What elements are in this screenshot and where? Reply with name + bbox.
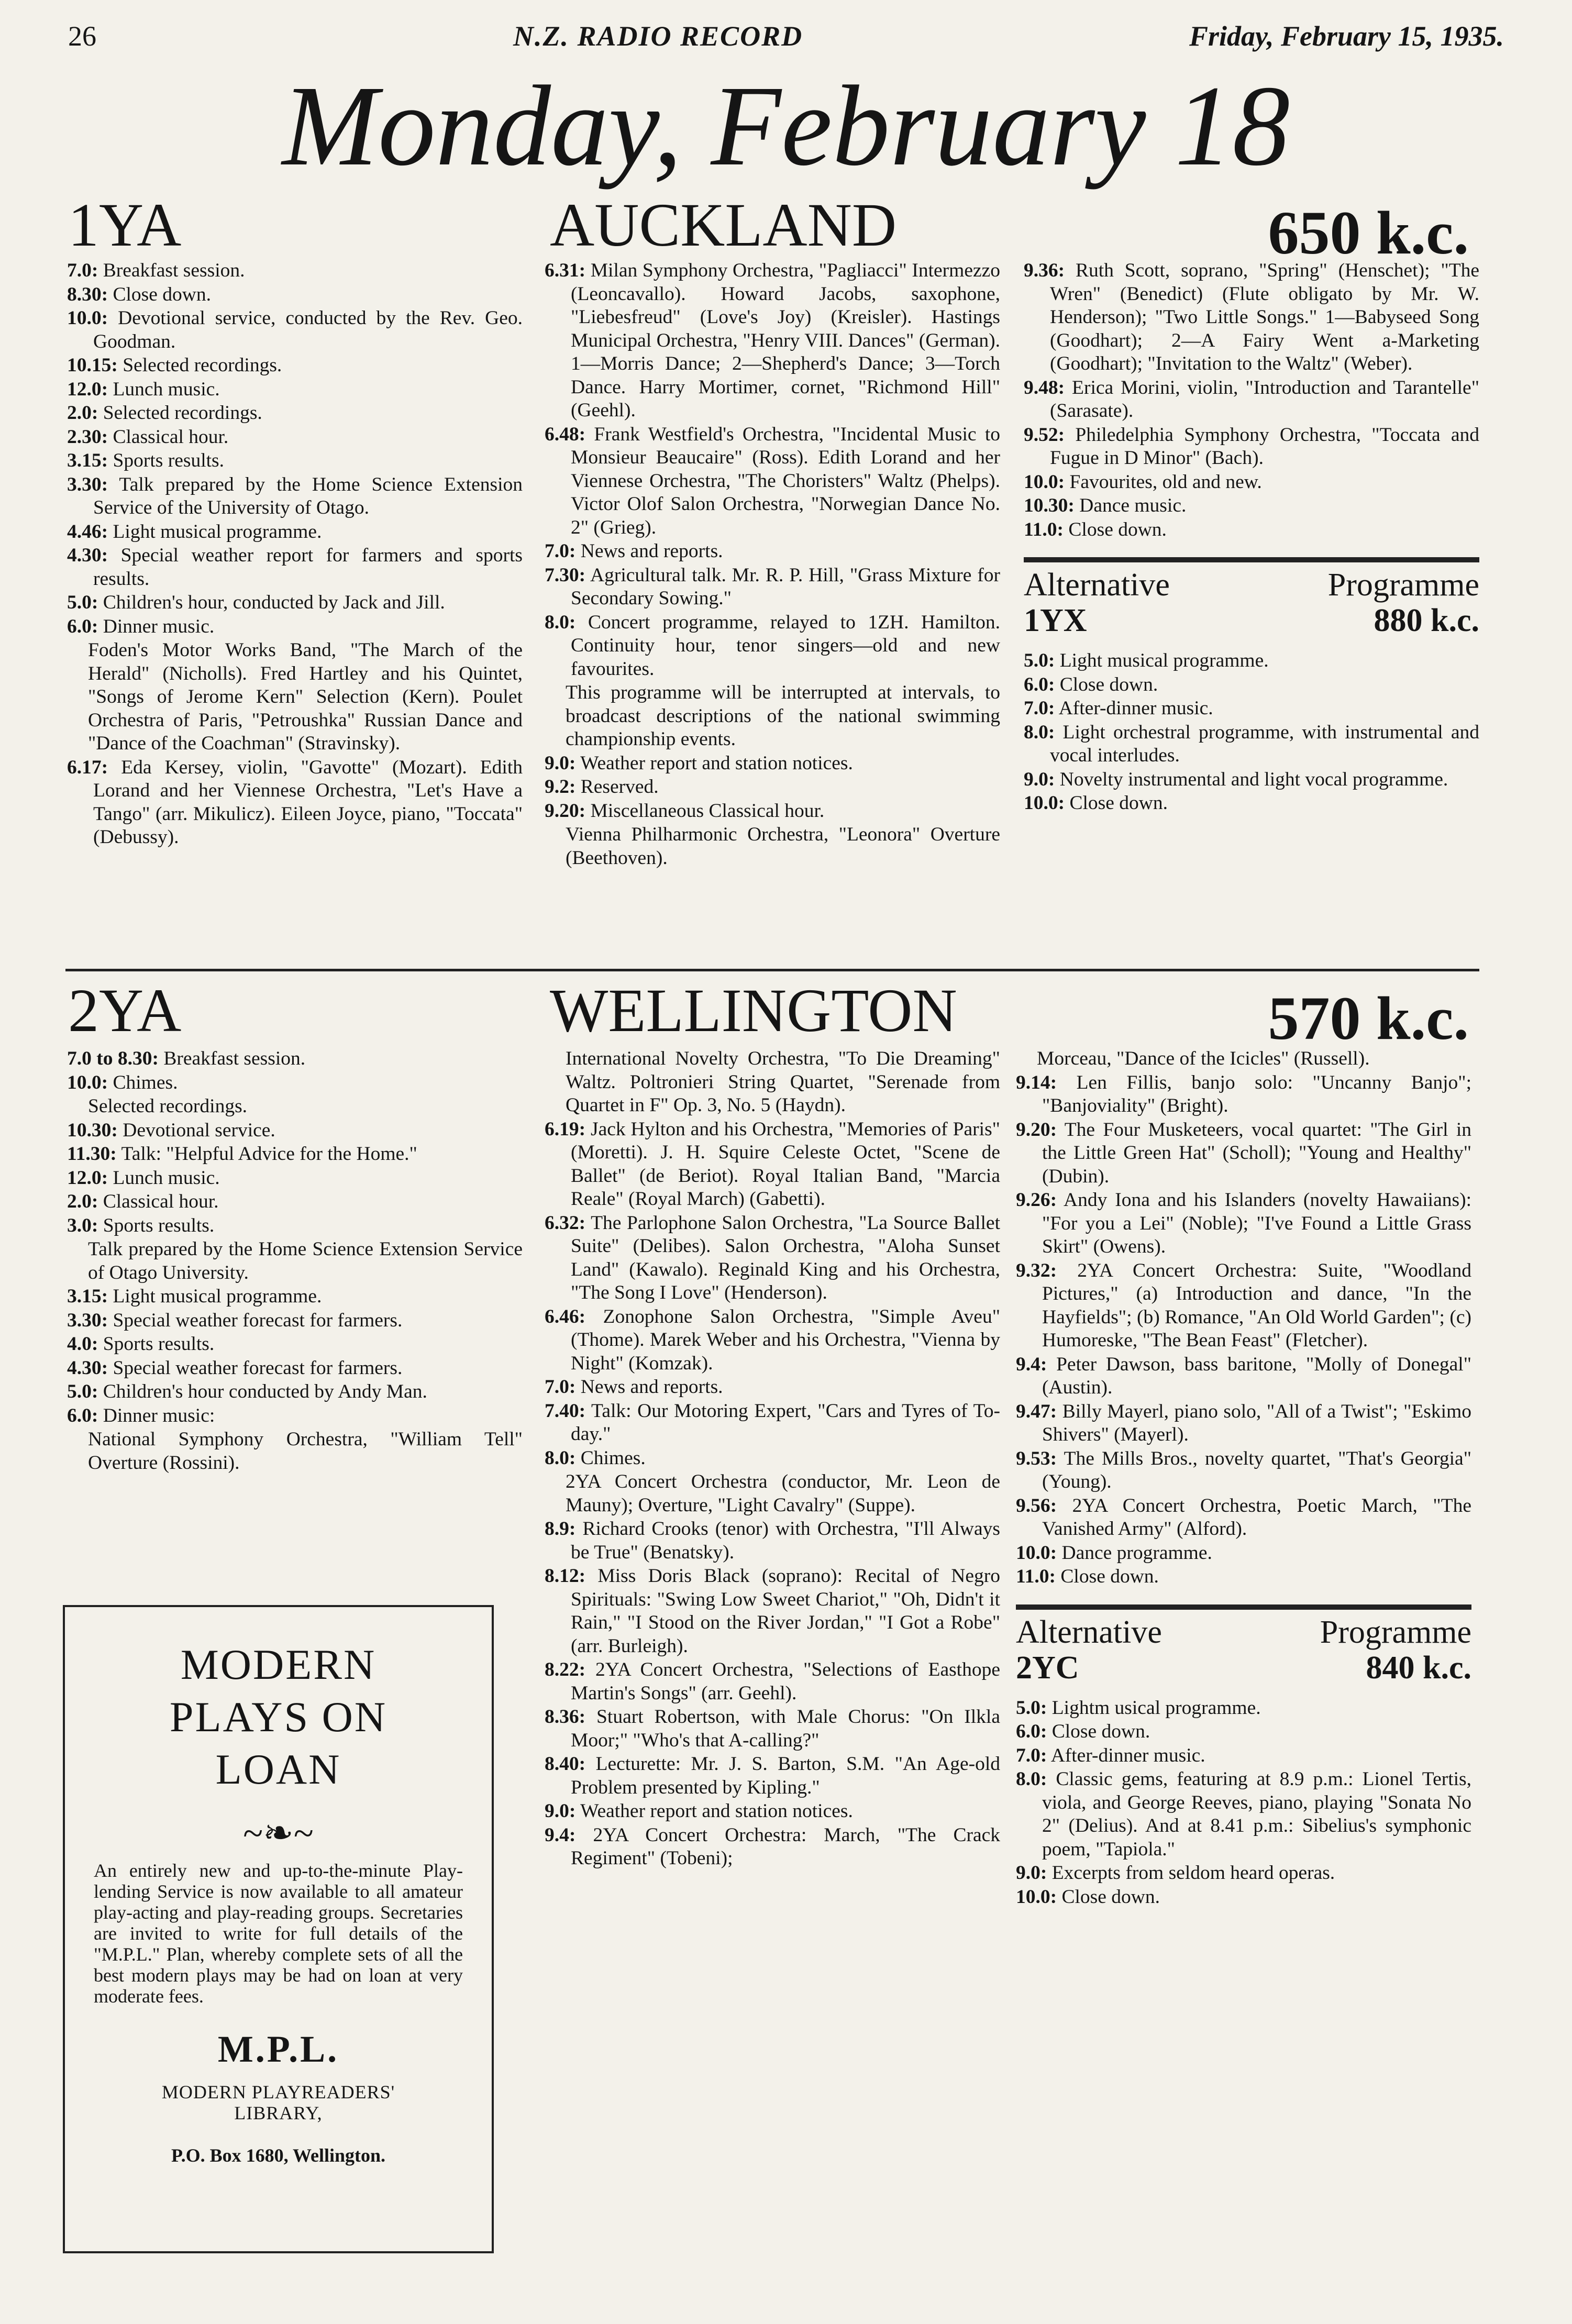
programme-time: 4.46: bbox=[67, 521, 108, 543]
programme-text: Breakfast session. bbox=[103, 260, 245, 281]
programme-time: 12.0: bbox=[67, 378, 108, 400]
programme-entry bbox=[67, 1357, 523, 1380]
programme-text: Dance music. bbox=[1079, 495, 1187, 516]
programme-text: Weather report and station notices. bbox=[580, 1800, 853, 1822]
programme-time: 5.0: bbox=[67, 592, 98, 613]
programme-text: Lightm usical programme. bbox=[1051, 1697, 1261, 1719]
programme-entry bbox=[545, 1212, 1000, 1305]
programme-entry bbox=[67, 449, 523, 473]
programme-text: Vienna Philharmonic Orchestra, "Leonora" Overture (Beethoven). bbox=[566, 824, 1000, 869]
programme-text: Close down. bbox=[1069, 792, 1168, 814]
programme-text: Special weather forecast for farmers. bbox=[113, 1309, 403, 1331]
programme-text: Len Fillis, banjo solo: "Uncanny Banjo"; "Banjoviality" (Bright). bbox=[1042, 1071, 1472, 1116]
ad-address: P.O. Box 1680, Wellington. bbox=[171, 2145, 386, 2166]
programme-time: 4.30: bbox=[67, 545, 108, 566]
station1-column-1 bbox=[67, 259, 523, 850]
programme-time: 10.0: bbox=[67, 307, 108, 329]
programme-entry bbox=[67, 283, 523, 307]
ad-body: An entirely new and up-to-the-minute Play-lending Service is now available to all amateur play-acting and play-reading groups. Secretaries are invited to write for full details of the "M.P.L." Plan, whereby complete sets of all the best modern plays may be had on loan at very moderate fees. bbox=[94, 1860, 463, 2007]
ad-title-line: MODERN bbox=[180, 1641, 377, 1688]
programme-time: 4.0: bbox=[67, 1333, 98, 1355]
station-call-sign: 1YA bbox=[68, 191, 182, 259]
programme-entry bbox=[67, 1333, 523, 1356]
programme-entry bbox=[67, 1238, 523, 1285]
station2-column-1 bbox=[67, 1047, 523, 1475]
programme-entry bbox=[1024, 471, 1479, 494]
programme-text: Richard Crooks (tenor) with Orchestra, "I'll Always be True" (Benatsky). bbox=[571, 1518, 1000, 1563]
programme-text: International Novelty Orchestra, "To Die Dreaming" Waltz. Poltronieri String Quartet, "Serenade from Quartet in F" Op. 3, No. 5 (Haydn). bbox=[566, 1048, 1000, 1116]
programme-entry bbox=[1024, 721, 1479, 768]
programme-time: 6.0: bbox=[1024, 673, 1055, 695]
station2-column-3 bbox=[1016, 1047, 1471, 1909]
programme-entry bbox=[67, 1167, 523, 1190]
programme-entry bbox=[545, 1565, 1000, 1658]
programme-time: 9.52: bbox=[1024, 424, 1065, 446]
programme-text: Light musical programme. bbox=[1059, 650, 1269, 671]
programme-time: 10.30: bbox=[67, 1119, 118, 1141]
programme-text: Devotional service. bbox=[123, 1119, 275, 1141]
programme-time: 9.36: bbox=[1024, 260, 1065, 281]
programme-time: 10.0: bbox=[1024, 792, 1065, 814]
programme-entry bbox=[67, 1047, 523, 1071]
programme-text: Breakfast session. bbox=[163, 1048, 306, 1069]
day-title: Monday, February 18 bbox=[282, 62, 1290, 190]
programme-entry bbox=[1024, 792, 1479, 815]
programme-entry bbox=[67, 1309, 523, 1333]
programme-time: 3.30: bbox=[67, 1309, 108, 1331]
programme-text: Zonophone Salon Orchestra, "Simple Aveu" (Thome). Marek Weber and his Orchestra, "Vienna by Night" (Komzak). bbox=[571, 1305, 1001, 1374]
programme-entry bbox=[545, 564, 1000, 611]
station1-column-3 bbox=[1024, 259, 1479, 816]
programme-text: Talk: Our Motoring Expert, "Cars and Tyres of To-day." bbox=[571, 1400, 1000, 1445]
programme-time: 8.0: bbox=[1016, 1768, 1047, 1790]
programme-time: 6.0: bbox=[67, 615, 98, 637]
programme-text: Dance programme. bbox=[1061, 1542, 1212, 1564]
programme-time: 9.0: bbox=[545, 1800, 576, 1822]
programme-text: Classical hour. bbox=[103, 1191, 219, 1212]
programme-entry bbox=[67, 354, 523, 378]
programme-entry bbox=[545, 823, 1000, 870]
ad-library-name bbox=[65, 2082, 492, 2123]
programme-text: Morceau, "Dance of the Icicles" (Russell). bbox=[1037, 1048, 1370, 1069]
programme-time: 12.0: bbox=[67, 1167, 108, 1189]
alt-programme-header-2yc bbox=[1016, 1604, 1471, 1685]
programme-text: Eda Kersey, violin, "Gavotte" (Mozart). Edith Lorand and her Viennese Orchestra, "Let's Have a Tango" (arr. Mikulicz). Eileen Joyce, piano, "Toccata" (Debussy). bbox=[93, 756, 523, 848]
programme-time: 3.15: bbox=[67, 450, 108, 471]
station2-column-2 bbox=[545, 1047, 1000, 1871]
programme-time: 5.0: bbox=[1024, 650, 1055, 671]
programme-time: 6.19: bbox=[545, 1118, 586, 1140]
programme-time: 8.40: bbox=[545, 1753, 586, 1775]
alt-call-sign: 1YX bbox=[1024, 603, 1087, 638]
alt-frequency: 840 k.c. bbox=[1366, 1650, 1471, 1686]
programme-entry bbox=[545, 1470, 1000, 1517]
programme-text: The Four Musketeers, vocal quartet: "The Girl in the Little Green Hat" (Scholl); "Young and Healthy" (Dubin). bbox=[1042, 1119, 1472, 1187]
programme-time: 9.56: bbox=[1016, 1495, 1057, 1517]
programme-text: Close down. bbox=[113, 283, 211, 305]
station-frequency: 650 k.c. bbox=[1268, 198, 1469, 267]
programme-time: 3.0: bbox=[67, 1214, 98, 1236]
programme-time: 10.0: bbox=[1024, 471, 1065, 493]
programme-text: Concert programme, relayed to 1ZH. Hamilton. Continuity hour, tenor singers—old and new favourites. bbox=[571, 611, 1000, 680]
programme-text: 2YA Concert Orchestra, "Selections of Easthope Martin's Songs" (arr. Geehl). bbox=[571, 1659, 1000, 1704]
programme-entry bbox=[1016, 1768, 1471, 1861]
page-number: 26 bbox=[68, 20, 96, 52]
programme-time: 9.0: bbox=[1016, 1862, 1047, 1884]
programme-time: 9.32: bbox=[1016, 1259, 1057, 1281]
programme-text: Jack Hylton and his Orchestra, "Memories of Paris" (Moretti). J. H. Squire Celeste Octet, "Scene de Ballet" (de Beriot). Royal Italian Band, "Marcia Reale" (Royal March) (Gabetti). bbox=[571, 1118, 1000, 1210]
programme-text: Sports results. bbox=[103, 1214, 215, 1236]
station-header bbox=[65, 976, 1479, 1053]
programme-entry bbox=[67, 1143, 523, 1166]
programme-time: 10.30: bbox=[1024, 495, 1075, 516]
programme-text: Favourites, old and new. bbox=[1069, 471, 1262, 493]
programme-entry bbox=[67, 1428, 523, 1475]
programme-text: Erica Morini, violin, "Introduction and Tarantelle" (Sarasate). bbox=[1050, 377, 1479, 422]
programme-entry bbox=[67, 591, 523, 615]
programme-text: Talk prepared by the Home Science Extension Service of the University of Otago. bbox=[93, 473, 523, 518]
programme-time: 9.4: bbox=[1016, 1353, 1047, 1375]
programme-time: 9.20: bbox=[545, 800, 586, 822]
programme-time: 2.0: bbox=[67, 402, 98, 424]
programme-entry bbox=[1024, 518, 1479, 542]
programme-text: 2YA Concert Orchestra: March, "The Crack Regiment" (Tobeni); bbox=[571, 1824, 1000, 1869]
ornament-icon: ~❧~ bbox=[243, 1813, 314, 1854]
programme-text: Talk: "Helpful Advice for the Home." bbox=[121, 1143, 417, 1165]
programme-time: 5.0: bbox=[67, 1381, 98, 1402]
programme-time: 8.0: bbox=[545, 611, 576, 633]
alt-label-2: Programme bbox=[1320, 1614, 1471, 1650]
programme-text: Close down. bbox=[1061, 1886, 1160, 1908]
programme-entry bbox=[545, 1753, 1000, 1799]
ad-brand: M.P.L. bbox=[217, 2028, 339, 2070]
programme-text: Children's hour, conducted by Jack and Jill. bbox=[103, 592, 445, 613]
programme-entry bbox=[545, 800, 1000, 823]
programme-time: 10.0: bbox=[1016, 1542, 1057, 1564]
programme-entry bbox=[1016, 1744, 1471, 1768]
programme-entry bbox=[545, 681, 1000, 751]
programme-entry bbox=[1016, 1862, 1471, 1885]
programme-text: This programme will be interrupted at intervals, to broadcast descriptions of the national swimming championship events. bbox=[566, 682, 1000, 750]
programme-entry bbox=[67, 426, 523, 449]
programme-time: 5.0: bbox=[1016, 1697, 1047, 1719]
programme-entry bbox=[545, 1047, 1000, 1117]
ad-title-line: PLAYS ON bbox=[169, 1693, 388, 1741]
programme-text: Close down. bbox=[1060, 1566, 1159, 1587]
programme-time: 7.0 to 8.30: bbox=[67, 1048, 159, 1069]
programme-entry bbox=[1024, 649, 1479, 673]
programme-time: 7.30: bbox=[545, 564, 586, 586]
programme-text: Close down. bbox=[1059, 673, 1158, 695]
programme-text: Excerpts from seldom heard operas. bbox=[1051, 1862, 1335, 1884]
programme-entry bbox=[545, 1305, 1000, 1376]
station-city: WELLINGTON bbox=[550, 976, 957, 1045]
programme-text: Ruth Scott, soprano, "Spring" (Henschet); "The Wren" (Benedict) (Flute obligato by Mr. W. Henderson); "Two Little Songs." 1—Babyseed Song (Goodhart); 2—A Fairy Went a-Marketing (Goodhart); "Invitation to the Waltz" (Weber). bbox=[1050, 260, 1479, 374]
programme-time: 6.17: bbox=[67, 756, 108, 778]
programme-time: 3.15: bbox=[67, 1286, 108, 1307]
programme-entry bbox=[1024, 697, 1479, 721]
programme-entry bbox=[1024, 377, 1479, 423]
programme-text: After-dinner music. bbox=[1050, 1744, 1205, 1766]
page-header bbox=[68, 16, 1504, 58]
programme-time: 7.0: bbox=[1024, 698, 1055, 719]
programme-entry bbox=[545, 1376, 1000, 1399]
programme-text: Philedelphia Symphony Orchestra, "Toccata and Fugue in D Minor" (Bach). bbox=[1050, 424, 1480, 469]
programme-entry bbox=[1016, 1259, 1471, 1353]
programme-entry bbox=[67, 1380, 523, 1404]
programme-time: 7.0: bbox=[1016, 1744, 1047, 1766]
programme-entry bbox=[545, 259, 1000, 423]
programme-entry bbox=[67, 1119, 523, 1143]
programme-text: News and reports. bbox=[580, 540, 723, 562]
programme-text: Andy Iona and his Islanders (novelty Hawaiians): "For you a Lei" (Noble); "I've Found a Little Grass Skirt" (Owens). bbox=[1042, 1189, 1471, 1257]
programme-time: 11.0: bbox=[1016, 1566, 1056, 1587]
programme-entry bbox=[1016, 1071, 1471, 1118]
programme-time: 9.26: bbox=[1016, 1189, 1057, 1211]
station-header bbox=[65, 191, 1479, 267]
ad-title bbox=[65, 1639, 492, 1796]
issue-date: Friday, February 15, 1935. bbox=[1189, 20, 1504, 52]
programme-text: Peter Dawson, bass baritone, "Molly of Donegal" (Austin). bbox=[1042, 1353, 1472, 1398]
programme-entry bbox=[545, 1400, 1000, 1446]
programme-text: Selected recordings. bbox=[88, 1095, 248, 1117]
programme-entry bbox=[67, 307, 523, 353]
programme-time: 8.22: bbox=[545, 1659, 586, 1680]
programme-time: 4.30: bbox=[67, 1357, 108, 1379]
programme-time: 10.0: bbox=[67, 1071, 108, 1093]
programme-time: 9.4: bbox=[545, 1824, 576, 1846]
alt-programme-header-1yx bbox=[1024, 557, 1479, 638]
station-city: AUCKLAND bbox=[550, 191, 897, 259]
programme-text: Chimes. bbox=[580, 1447, 646, 1469]
programme-text: After-dinner music. bbox=[1058, 698, 1213, 719]
programme-entry bbox=[1024, 424, 1479, 470]
programme-entry bbox=[1016, 1542, 1471, 1565]
programme-text: Selected recordings. bbox=[123, 355, 282, 376]
programme-text: Billy Mayerl, piano solo, "All of a Twist"; "Eskimo Shivers" (Mayerl). bbox=[1042, 1400, 1471, 1445]
programme-text: Light musical programme. bbox=[113, 521, 322, 543]
programme-time: 8.36: bbox=[545, 1706, 586, 1728]
programme-entry bbox=[1016, 1119, 1471, 1189]
programme-time: 8.0: bbox=[1024, 721, 1055, 743]
programme-time: 7.0: bbox=[67, 260, 98, 281]
programme-text: Stuart Robertson, with Male Chorus: "On Ilkla Moor;" "Who's that A-calling?" bbox=[571, 1706, 1000, 1751]
ad-library-line: LIBRARY, bbox=[234, 2102, 323, 2123]
programme-entry bbox=[67, 378, 523, 402]
programme-entry bbox=[67, 473, 523, 520]
programme-time: 6.32: bbox=[545, 1212, 586, 1234]
programme-entry bbox=[545, 752, 1000, 776]
programme-entry bbox=[1016, 1886, 1471, 1909]
programme-time: 9.48: bbox=[1024, 377, 1065, 399]
programme-text: Novelty instrumental and light vocal programme. bbox=[1059, 768, 1448, 790]
programme-text: Agricultural talk. Mr. R. P. Hill, "Grass Mixture for Secondary Sowing." bbox=[571, 564, 1001, 609]
ad-library-line: MODERN PLAYREADERS' bbox=[161, 2082, 395, 2102]
programme-text: Close down. bbox=[1068, 518, 1167, 540]
programme-entry bbox=[545, 1800, 1000, 1823]
programme-text: Miscellaneous Classical hour. bbox=[590, 800, 825, 822]
programme-text: Talk prepared by the Home Science Extension Service of Otago University. bbox=[88, 1238, 523, 1283]
programme-time: 7.0: bbox=[545, 1376, 576, 1398]
programme-entry bbox=[545, 776, 1000, 799]
programme-entry bbox=[67, 1071, 523, 1095]
programme-text: Lunch music. bbox=[113, 378, 220, 400]
programme-entry bbox=[1016, 1353, 1471, 1400]
programme-text: Sports results. bbox=[103, 1333, 215, 1355]
station-call-sign: 2YA bbox=[68, 976, 182, 1045]
mpl-advertisement bbox=[63, 1605, 494, 2253]
programme-entry bbox=[67, 402, 523, 425]
programme-text: The Parlophone Salon Orchestra, "La Source Ballet Suite" (Delibes). Salon Orchestra, "Aloha Sunset Land" (Kawalo). Reginald King and his Orchestra, "The Song I Love" (Henderson). bbox=[571, 1212, 1000, 1303]
programme-entry bbox=[67, 639, 523, 756]
programme-entry bbox=[67, 521, 523, 544]
programme-time: 9.0: bbox=[545, 752, 576, 774]
programme-text: Dinner music: bbox=[103, 1404, 215, 1426]
alt-programme-2yc bbox=[1016, 1697, 1471, 1909]
station1-column-2 bbox=[545, 259, 1000, 870]
programme-entry bbox=[1024, 768, 1479, 792]
programme-entry bbox=[545, 1658, 1000, 1705]
programme-time: 6.48: bbox=[545, 423, 586, 445]
programme-text: Chimes. bbox=[113, 1071, 178, 1093]
alt-label: Alternative bbox=[1016, 1614, 1162, 1650]
alt-label: Alternative bbox=[1024, 567, 1170, 603]
alt-programme-1yx bbox=[1024, 649, 1479, 815]
programme-text: Special weather forecast for farmers. bbox=[113, 1357, 403, 1379]
programme-time: 6.46: bbox=[545, 1305, 586, 1327]
programme-entry bbox=[545, 1447, 1000, 1470]
programme-time: 10.15: bbox=[67, 355, 118, 376]
programme-text: Weather report and station notices. bbox=[580, 752, 853, 774]
programme-entry bbox=[545, 1824, 1000, 1871]
programme-time: 3.30: bbox=[67, 473, 108, 495]
station-1yа-section bbox=[65, 191, 1479, 267]
programme-text: Lunch music. bbox=[113, 1167, 220, 1189]
programme-entry bbox=[67, 1285, 523, 1309]
programme-time: 7.40: bbox=[545, 1400, 586, 1422]
programme-entry bbox=[67, 544, 523, 591]
programme-entry bbox=[67, 615, 523, 639]
programme-time: 2.0: bbox=[67, 1191, 98, 1212]
station-frequency: 570 k.c. bbox=[1268, 984, 1469, 1053]
programme-text: Classical hour. bbox=[113, 426, 229, 448]
programme-entry bbox=[1016, 1495, 1471, 1541]
ad-title-line: LOAN bbox=[215, 1745, 341, 1793]
programme-text: News and reports. bbox=[580, 1376, 723, 1398]
programme-entry bbox=[545, 611, 1000, 681]
programme-entry bbox=[545, 1118, 1000, 1211]
programme-entry bbox=[545, 1706, 1000, 1752]
programme-time: 6.0: bbox=[1016, 1721, 1047, 1742]
programme-text: Devotional service, conducted by the Rev. Geo. Goodman. bbox=[93, 307, 523, 352]
programme-entry bbox=[67, 756, 523, 849]
programme-time: 9.14: bbox=[1016, 1071, 1057, 1093]
programme-text: Special weather report for farmers and sports results. bbox=[93, 545, 523, 590]
programme-entry bbox=[1016, 1697, 1471, 1720]
alt-frequency: 880 k.c. bbox=[1374, 603, 1479, 638]
programme-entry bbox=[1016, 1565, 1471, 1589]
programme-time: 9.2: bbox=[545, 776, 576, 798]
programme-text: Selected recordings. bbox=[103, 402, 262, 424]
programme-entry bbox=[1016, 1047, 1471, 1071]
programme-time: 7.0: bbox=[545, 540, 576, 562]
programme-text: Dinner music. bbox=[103, 615, 215, 637]
programme-text: Milan Symphony Orchestra, "Pagliacci" Intermezzo (Leoncavallo). Howard Jacobs, saxophone, "Liebesfreud" (Love's Joy) (Kreisler). Hastings Municipal Orchestra, "Henry VIII. Dances" (German). 1—Morris Dance; 2—Shepherd's Dance; 3—Torch Dance. Harry Mortimer, cornet, "Richmond Hill" (Geehl). bbox=[571, 260, 1001, 421]
programme-text: 2YA Concert Orchestra, Poetic March, "The Vanished Army" (Alford). bbox=[1042, 1495, 1472, 1540]
programme-time: 8.30: bbox=[67, 283, 108, 305]
programme-text: Light orchestral programme, with instrumental and vocal interludes. bbox=[1050, 721, 1479, 766]
programme-time: 9.0: bbox=[1024, 768, 1055, 790]
programme-entry bbox=[1024, 259, 1479, 376]
publication-title: N.Z. RADIO RECORD bbox=[513, 20, 803, 52]
programme-text: Frank Westfield's Orchestra, "Incidental Music to Monsieur Beaucaire" (Ross). Edith Lorand and her Viennese Orchestra, "The Choristers" Waltz (Phelps). Victor Olof Salon Orchestra, "Norwegian Dance No. 2" (Grieg). bbox=[571, 423, 1000, 538]
programme-time: 8.0: bbox=[545, 1447, 576, 1469]
programme-entry bbox=[545, 423, 1000, 540]
programme-entry bbox=[1016, 1189, 1471, 1259]
station-2ya-section bbox=[65, 976, 1479, 1053]
alt-label-2: Programme bbox=[1327, 567, 1479, 603]
programme-time: 9.47: bbox=[1016, 1400, 1057, 1422]
programme-time: 10.0: bbox=[1016, 1886, 1057, 1908]
programme-text: Close down. bbox=[1051, 1721, 1150, 1742]
programme-text: Children's hour conducted by Andy Man. bbox=[103, 1381, 427, 1402]
programme-text: The Mills Bros., novelty quartet, "That's Georgia" (Young). bbox=[1042, 1447, 1472, 1492]
programme-entry bbox=[67, 259, 523, 283]
programme-text: Lecturette: Mr. J. S. Barton, S.M. "An Age-old Problem presented by Kipling." bbox=[571, 1753, 1001, 1798]
programme-time: 9.20: bbox=[1016, 1119, 1057, 1141]
programme-time: 9.53: bbox=[1016, 1447, 1057, 1469]
programme-time: 8.9: bbox=[545, 1518, 576, 1540]
programme-time: 2.30: bbox=[67, 426, 108, 448]
programme-text: 2YA Concert Orchestra: Suite, "Woodland Pictures," (a) Introduction and dance, "In the Hayfields"; (b) Romance, "An Old World Garden"; (c) Humoreske, "The Bean Feast" (Fletcher). bbox=[1042, 1259, 1472, 1351]
programme-entry bbox=[545, 1518, 1000, 1564]
station2-late-programme bbox=[1016, 1047, 1471, 1589]
programme-entry bbox=[67, 1190, 523, 1214]
programme-entry bbox=[545, 540, 1000, 563]
programme-entry bbox=[67, 1404, 523, 1428]
programme-entry bbox=[1016, 1720, 1471, 1744]
station1-late-programme bbox=[1024, 259, 1479, 541]
programme-time: 6.0: bbox=[67, 1404, 98, 1426]
programme-text: Sports results. bbox=[113, 450, 225, 471]
programme-time: 8.12: bbox=[545, 1565, 586, 1587]
programme-text: Reserved. bbox=[580, 776, 659, 798]
programme-entry bbox=[1024, 673, 1479, 697]
programme-time: 11.30: bbox=[67, 1143, 117, 1165]
programme-entry bbox=[1024, 494, 1479, 518]
section-divider bbox=[65, 969, 1479, 971]
programme-text: Light musical programme. bbox=[113, 1286, 322, 1307]
programme-text: 2YA Concert Orchestra (conductor, Mr. Leon de Mauny); Overture, "Light Cavalry" (Suppe). bbox=[566, 1471, 1000, 1516]
programme-entry bbox=[67, 1095, 523, 1119]
programme-text: National Symphony Orchestra, "William Tell" Overture (Rossini). bbox=[88, 1429, 523, 1474]
programme-entry bbox=[67, 1214, 523, 1238]
programme-time: 11.0: bbox=[1024, 518, 1064, 540]
programme-text: Miss Doris Black (soprano): Recital of Negro Spirituals: "Swing Low Sweet Chariot," "Oh, Didn't it Rain," "I Stood on the River Jordan," "I Got a Robe" (arr. Burleigh). bbox=[571, 1565, 1000, 1657]
programme-entry bbox=[1016, 1447, 1471, 1494]
programme-text: Foden's Motor Works Band, "The March of the Herald" (Nicholls). Fred Hartley and his Quintet, "Songs of Jerome Kern" Selection (Kern). Poulet Orchestra of Paris, "Petroushka" Russian Dance and "Dance of the Coachman" (Stravinsky). bbox=[88, 639, 523, 754]
programme-entry bbox=[1016, 1400, 1471, 1447]
programme-text: Classic gems, featuring at 8.9 p.m.: Lionel Tertis, viola, and George Reeves, piano, playing "Sonata No 2" (Delius). And at 8.41 p.m.: Sibelius's symphonic poem, "Tapiola." bbox=[1042, 1768, 1472, 1860]
programme-time: 6.31: bbox=[545, 260, 586, 281]
alt-call-sign: 2YC bbox=[1016, 1650, 1079, 1686]
